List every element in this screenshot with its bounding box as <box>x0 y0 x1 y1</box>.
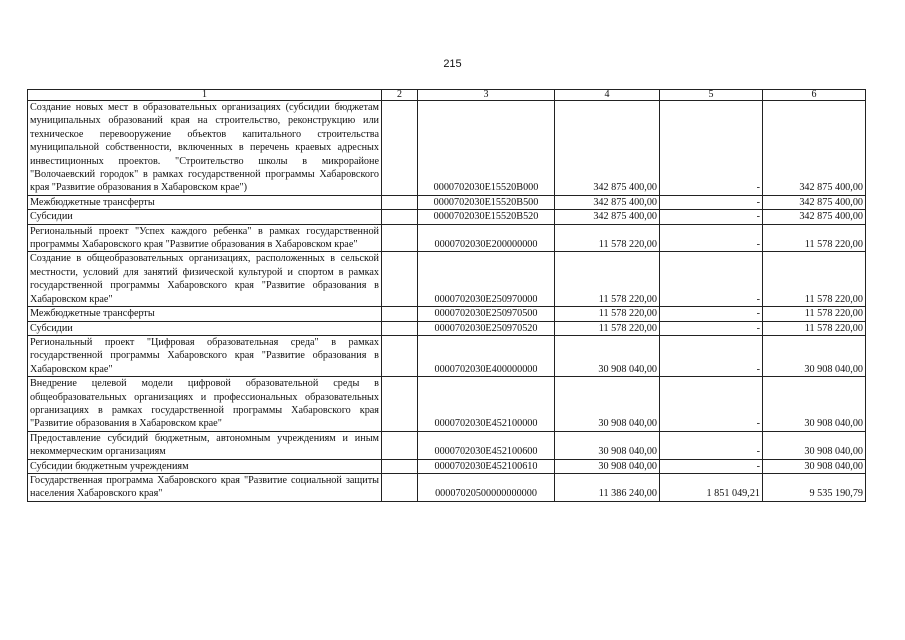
row-name: Создание новых мест в образовательных организациях (субсидии бюджетам муниципальных образований края на строительство, реконструкцию или техническое перевооружение объектов капитального строительства муниципальной собственности, включенных в перечень краевых адресных инвестиционных проектов. "Строительство школы в микрорайоне "Волочаевский городок" в рамках государственной программы Хабаровского края "Развитие образования в Хабаровском крае") <box>28 101 382 196</box>
row-name: Внедрение целевой модели цифровой образовательной среды в общеобразовательных организациях и профессиональных образовательных организациях в рамках государственной программы Хабаровского края "Развитие образования в Хабаровском крае" <box>28 377 382 432</box>
row-sum6: 11 578 220,00 <box>763 307 866 321</box>
table-header-row <box>28 90 866 101</box>
table-row <box>28 431 866 459</box>
row-sum4: 11 578 220,00 <box>555 307 660 321</box>
row-sum6: 342 875 400,00 <box>763 101 866 196</box>
row-name: Субсидии бюджетным учреждениям <box>28 459 382 473</box>
row-sum4: 11 578 220,00 <box>555 321 660 335</box>
row-name: Межбюджетные трансферты <box>28 307 382 321</box>
table-row <box>28 195 866 209</box>
row-code: 0000702030E15520B000 <box>418 101 555 196</box>
row-sum4: 30 908 040,00 <box>555 459 660 473</box>
row-sum4: 30 908 040,00 <box>555 377 660 432</box>
row-sum6: 11 578 220,00 <box>763 321 866 335</box>
row-col2 <box>382 431 418 459</box>
row-name: Региональный проект "Цифровая образовательная среда" в рамках государственной программы Хабаровского края "Развитие образования в Хабаровском крае" <box>28 335 382 376</box>
table-row <box>28 210 866 224</box>
row-sum5: 1 851 049,21 <box>660 473 763 501</box>
row-col2 <box>382 473 418 501</box>
row-sum6: 30 908 040,00 <box>763 459 866 473</box>
row-sum5: - <box>660 377 763 432</box>
row-code: 0000702030E200000000 <box>418 224 555 252</box>
row-col2 <box>382 377 418 432</box>
row-name: Создание в общеобразовательных организациях, расположенных в сельской местности, условий для занятий физической культурой и спортом в рамках государственной программы Хабаровского края "Развитие образования в Хабаровском крае" <box>28 252 382 307</box>
row-code: 0000702030E15520B500 <box>418 195 555 209</box>
row-col2 <box>382 321 418 335</box>
table-row <box>28 473 866 501</box>
row-code: 0000702030E452100600 <box>418 431 555 459</box>
row-code: 00007020500000000000 <box>418 473 555 501</box>
row-name: Субсидии <box>28 321 382 335</box>
row-code: 0000702030E452100610 <box>418 459 555 473</box>
table-row <box>28 252 866 307</box>
row-sum6: 11 578 220,00 <box>763 252 866 307</box>
row-col2 <box>382 252 418 307</box>
row-sum6: 11 578 220,00 <box>763 224 866 252</box>
row-sum5: - <box>660 459 763 473</box>
table-row <box>28 335 866 376</box>
table-row <box>28 377 866 432</box>
row-name: Региональный проект "Успех каждого ребенка" в рамках государственной программы Хабаровского края "Развитие образования в Хабаровском крае" <box>28 224 382 252</box>
page-number: 215 <box>443 58 462 70</box>
column-header: 5 <box>660 90 763 101</box>
row-sum4: 342 875 400,00 <box>555 101 660 196</box>
row-sum5: - <box>660 307 763 321</box>
column-header: 4 <box>555 90 660 101</box>
row-name: Межбюджетные трансферты <box>28 195 382 209</box>
row-code: 0000702030E15520B520 <box>418 210 555 224</box>
table-row <box>28 101 866 196</box>
row-name: Субсидии <box>28 210 382 224</box>
row-sum4: 11 386 240,00 <box>555 473 660 501</box>
row-sum6: 342 875 400,00 <box>763 210 866 224</box>
budget-table <box>27 89 866 502</box>
row-sum5: - <box>660 431 763 459</box>
row-col2 <box>382 101 418 196</box>
row-col2 <box>382 195 418 209</box>
row-sum6: 30 908 040,00 <box>763 335 866 376</box>
row-name: Государственная программа Хабаровского края "Развитие социальной защиты населения Хабаровского края" <box>28 473 382 501</box>
column-header: 2 <box>382 90 418 101</box>
row-sum5: - <box>660 224 763 252</box>
column-header: 3 <box>418 90 555 101</box>
row-sum5: - <box>660 210 763 224</box>
row-code: 0000702030E250970500 <box>418 307 555 321</box>
row-code: 0000702030E452100000 <box>418 377 555 432</box>
row-sum5: - <box>660 335 763 376</box>
row-sum5: - <box>660 195 763 209</box>
row-sum4: 11 578 220,00 <box>555 224 660 252</box>
row-col2 <box>382 224 418 252</box>
column-header: 1 <box>28 90 382 101</box>
row-name: Предоставление субсидий бюджетным, автономным учреждениям и иным некоммерческим организациям <box>28 431 382 459</box>
row-sum6: 9 535 190,79 <box>763 473 866 501</box>
row-col2 <box>382 210 418 224</box>
table-row <box>28 459 866 473</box>
table-row <box>28 321 866 335</box>
row-sum4: 342 875 400,00 <box>555 210 660 224</box>
table-row <box>28 307 866 321</box>
row-col2 <box>382 459 418 473</box>
row-sum4: 30 908 040,00 <box>555 431 660 459</box>
row-code: 0000702030E250970000 <box>418 252 555 307</box>
row-sum5: - <box>660 321 763 335</box>
row-col2 <box>382 335 418 376</box>
row-sum6: 30 908 040,00 <box>763 377 866 432</box>
row-sum5: - <box>660 252 763 307</box>
row-sum6: 30 908 040,00 <box>763 431 866 459</box>
column-header: 6 <box>763 90 866 101</box>
row-code: 0000702030E250970520 <box>418 321 555 335</box>
row-col2 <box>382 307 418 321</box>
row-code: 0000702030E400000000 <box>418 335 555 376</box>
row-sum4: 30 908 040,00 <box>555 335 660 376</box>
row-sum4: 11 578 220,00 <box>555 252 660 307</box>
table-row <box>28 224 866 252</box>
row-sum4: 342 875 400,00 <box>555 195 660 209</box>
row-sum5: - <box>660 101 763 196</box>
row-sum6: 342 875 400,00 <box>763 195 866 209</box>
